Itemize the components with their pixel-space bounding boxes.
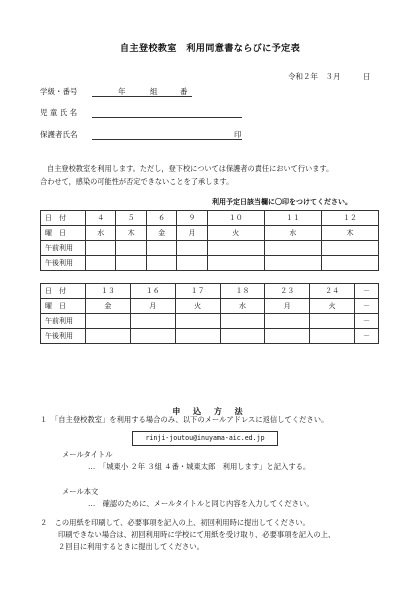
step-1-text: １ 「自主登校教室」を利用する場合のみ、以下のメールアドレスに返信してください。 [40,415,329,424]
step-2-text-line3: ２回目に利用するときに提出してください。 [58,542,204,551]
date-cell: ９ [177,211,207,226]
row-label-pm: 午後利用 [41,256,86,271]
day-cell: 火 [175,299,220,314]
guardian-name-label: 保護者氏名 [40,130,78,139]
day-cell: 水 [220,299,265,314]
grade-year-label: 年 [118,87,126,96]
day-cell: 火 [310,299,355,314]
am-checkbox-cell[interactable] [146,241,176,256]
subject-instruction: … 「城東小 ２年 ３組 ４番・城東太郎 利用します」と記入する。 [88,462,311,471]
step-2-text-line2: 印刷できない場合は、初回利用時に学校にて用紙を受け取り、必要事項を記入の上、 [58,530,336,539]
am-row [41,241,379,256]
day-cell: 火 [207,226,264,241]
pm-checkbox-cell[interactable] [130,329,175,344]
pm-checkbox-cell[interactable] [86,329,131,344]
pm-checkbox-cell[interactable] [207,256,264,271]
pm-unavailable-cell: － [355,329,379,344]
am-checkbox-cell[interactable] [130,314,175,329]
day-cell: 月 [177,226,207,241]
body-instruction: … 確認のために、メールタイトルと同じ内容を入力してください。 [88,499,314,508]
child-name-label: 児 童 氏 名 [40,108,78,117]
pm-checkbox-cell[interactable] [220,329,265,344]
day-row [41,299,379,314]
date-row [41,284,379,299]
am-checkbox-cell[interactable] [220,314,265,329]
pm-checkbox-cell[interactable] [86,256,116,271]
schedule-note: 利用予定日該当欄に〇印をつけてください。 [212,198,352,206]
am-checkbox-cell[interactable] [177,241,207,256]
row-label-day: 曜 日 [41,299,86,314]
date-cell: １１ [264,211,321,226]
intro-line-1: 自主登校教室を利用します。ただし，登下校については保護者の責任において行います。 [47,164,334,173]
date-cell: １３ [86,284,131,299]
pm-checkbox-cell[interactable] [265,329,310,344]
date-line: 令和２年 ３月 日 [288,72,371,81]
am-checkbox-cell[interactable] [321,241,378,256]
date-cell: ５ [116,211,146,226]
date-cell: １７ [175,284,220,299]
day-cell: 金 [146,226,176,241]
am-unavailable-cell: － [355,314,379,329]
grade-class-label: 組 [150,87,158,96]
am-checkbox-cell[interactable] [265,314,310,329]
am-checkbox-cell[interactable] [86,314,131,329]
day-cell: 水 [86,226,116,241]
row-label-date: 日 付 [41,211,86,226]
day-row [41,226,379,241]
date-cell: ２３ [265,284,310,299]
day-cell: － [355,299,379,314]
date-cell: ２４ [310,284,355,299]
am-checkbox-cell[interactable] [310,314,355,329]
row-label-day: 曜 日 [41,226,86,241]
date-cell: １８ [220,284,265,299]
day-cell: 月 [265,299,310,314]
date-cell: ６ [146,211,176,226]
date-cell: １２ [321,211,378,226]
pm-checkbox-cell[interactable] [310,329,355,344]
pm-checkbox-cell[interactable] [116,256,146,271]
row-label-am: 午前利用 [41,314,86,329]
intro-line-2: 合わせて，感染の可能性が否定できないことを了承します。 [40,176,234,186]
row-label-pm: 午後利用 [41,329,86,344]
grade-field[interactable] [92,86,192,97]
body-label: メール本文 [62,487,99,496]
am-row [41,314,379,329]
seal-mark: 印 [234,130,242,139]
day-cell: 木 [116,226,146,241]
date-cell: ４ [86,211,116,226]
date-cell: １０ [207,211,264,226]
guardian-name-field[interactable] [92,129,242,140]
section-title: 申 込 方 法 [172,407,248,416]
date-cell: － [355,284,379,299]
pm-checkbox-cell[interactable] [321,256,378,271]
pm-checkbox-cell[interactable] [177,256,207,271]
day-cell: 水 [264,226,321,241]
subject-label: メールタイトル [62,450,113,459]
pm-row [41,329,379,344]
date-row [41,211,379,226]
pm-checkbox-cell[interactable] [264,256,321,271]
row-label-am: 午前利用 [41,241,86,256]
pm-checkbox-cell[interactable] [175,329,220,344]
grade-number-label: 番 [180,87,188,96]
day-cell: 木 [321,226,378,241]
am-checkbox-cell[interactable] [116,241,146,256]
step-2-text: ２ この用紙を印刷して、必要事項を記入の上、初回利用時に提出してください。 [40,518,310,527]
pm-checkbox-cell[interactable] [146,256,176,271]
day-cell: 金 [86,299,131,314]
grade-label: 学級・番号 [40,87,78,96]
am-checkbox-cell[interactable] [207,241,264,256]
schedule-table-week1 [40,210,379,271]
am-checkbox-cell[interactable] [264,241,321,256]
child-name-field[interactable] [92,107,242,118]
am-checkbox-cell[interactable] [86,241,116,256]
pm-row [41,256,379,271]
intro-paragraph [40,163,385,188]
schedule-table-week2 [40,283,379,344]
date-cell: １６ [130,284,175,299]
email-address[interactable]: rinji-joutou@inuyama-aic.ed.jp [132,431,278,446]
document-title: 自主登校教室 利用同意書ならびに予定表 [119,43,301,54]
am-checkbox-cell[interactable] [175,314,220,329]
row-label-date: 日 付 [41,284,86,299]
day-cell: 月 [130,299,175,314]
